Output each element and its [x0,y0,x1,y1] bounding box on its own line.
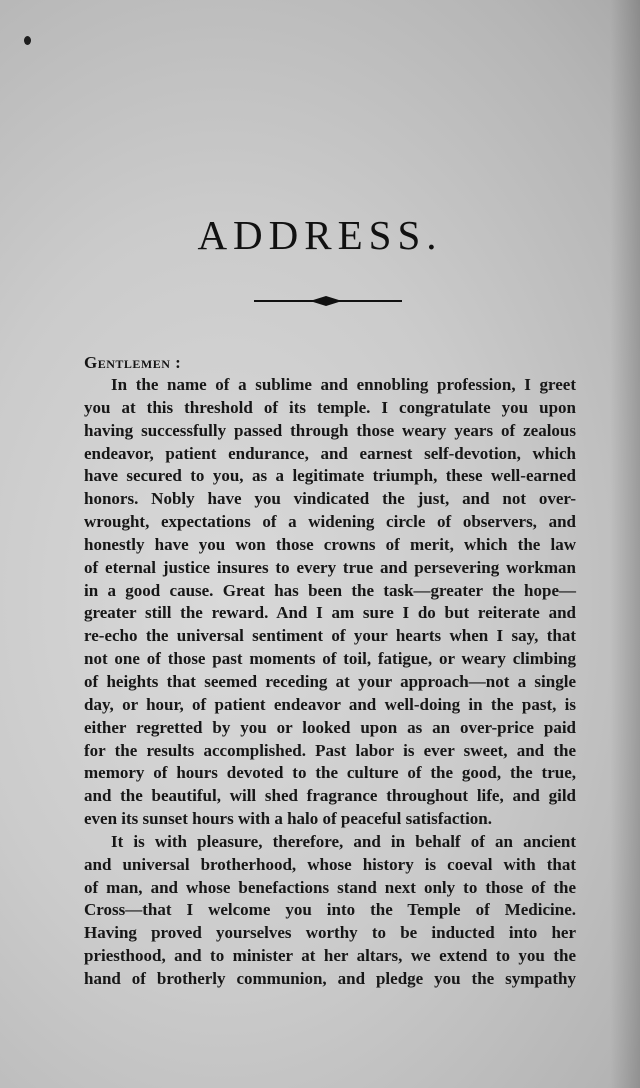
text-line: and the beautiful, will shed fragrance throughout life, and gild [84,786,576,806]
text-line: you at this threshold of its temple. I congratulate you upon [84,397,576,417]
text-line: re-echo the universal sentiment of your hearts when I say, that [84,626,576,646]
text-line: honestly have you won those crowns of merit, which the law [84,534,576,554]
text-line: of man, and whose benefactions stand next only to those of the [84,877,576,897]
salutation: Gentlemen : [84,353,182,372]
text-line: day, or hour, of patient endeavor and well-doing in the past, is [84,694,576,714]
divider-ornament-icon [254,292,402,310]
text-line: memory of hours devoted to the culture of the good, the true, [84,763,576,783]
text-line: In the name of a sublime and ennobling profession, I greet [111,375,576,394]
text-line: endeavor, patient endurance, and earnest self-devotion, which [84,443,576,463]
page-title: ADDRESS. [197,212,443,258]
text-line: Cross—that I welcome you into the Temple of Medicine. [84,900,576,920]
text-line: of eternal justice insures to every true and persevering workman [84,557,576,577]
text-line: wrought, expectations of a widening circle of observers, and [84,512,576,532]
text-line: greater still the reward. And I am sure I do but reiterate and [84,603,576,623]
text-line: Having proved yourselves worthy to be inducted into her [84,923,576,943]
text-line: even its sunset hours with a halo of peaceful satisfaction. [84,809,493,829]
text-line: priesthood, and to minister at her altars, we extend to you the [84,946,576,966]
text-line: have secured to you, as a legitimate triumph, these well-earned [84,466,576,486]
text-line: It is with pleasure, therefore, and in behalf of an ancient [111,831,576,851]
text-line: either regretted by you or looked upon as an over-price paid [84,717,576,737]
text-line: and universal brotherhood, whose history is coeval with that [84,854,576,874]
text-line: of heights that seemed receding at your approach—not a single [84,671,576,691]
text-line: honors. Nobly have you vindicated the just, and not over- [84,489,576,509]
text-line: hand of brotherly communion, and pledge you the sympathy [84,968,576,988]
text-line: in a good cause. Great has been the task—greater the hope— [84,580,576,600]
text-line: for the results accomplished. Past labor is ever sweet, and the [84,740,576,760]
address-body [84,374,576,991]
text-line: not one of those past moments of toil, fatigue, or weary climbing [84,649,576,669]
text-line: having successfully passed through those weary years of zealous [84,420,576,440]
ink-speck [24,36,31,45]
